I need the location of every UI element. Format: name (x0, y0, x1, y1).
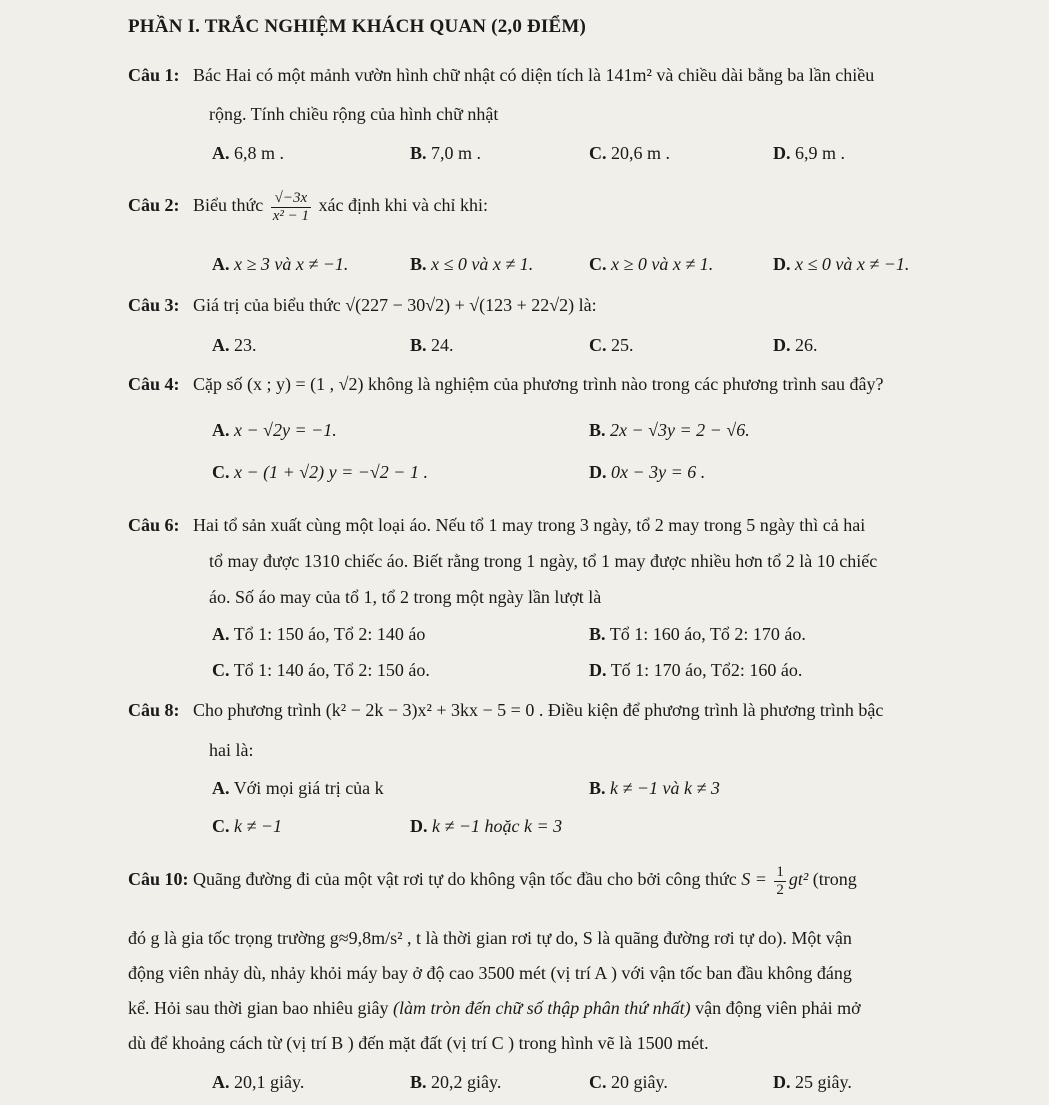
question-2-option-b: B. x ≤ 0 và x ≠ 1. (410, 254, 534, 274)
question-10-fraction (774, 864, 786, 898)
question-1-text-line1: Bác Hai có một mảnh vườn hình chữ nhật có diện tích là 141m² và chiều dài bằng ba lần chiều (193, 65, 875, 85)
question-1-option-b: B. 7,0 m . (410, 143, 482, 163)
question-4-text: Cặp số (x ; y) = (1 , √2) không là nghiệm của phương trình nào trong các phương trình sau đây? (193, 374, 884, 394)
question-10-line1-end: (trong (812, 869, 857, 890)
question-6-text-line2: tổ may được 1310 chiếc áo. Biết rằng trong 1 ngày, tổ 1 may được nhiều hơn tổ 2 là 10 chiếc (209, 551, 878, 571)
question-1 (128, 65, 874, 86)
question-10-formula-lhs: S = (741, 869, 767, 890)
question-10-line4-b: (làm tròn đến chữ số thập phân thứ nhất) (392, 998, 691, 1018)
question-10-text-line5: dù để khoảng cách từ (vị trí B ) đến mặt đất (vị trí C ) trong hình vẽ là 1500 mét. (128, 1033, 709, 1053)
question-4-option-b: B. 2x − √3y = 2 − √6. (589, 420, 750, 440)
question-6-option-b: B. Tổ 1: 160 áo, Tổ 2: 170 áo. (589, 624, 806, 644)
question-6-option-d: D. Tố 1: 170 áo, Tổ2: 160 áo. (589, 660, 803, 680)
question-2-label: Câu 2: (128, 195, 180, 216)
section-header: PHẦN I. TRẮC NGHIỆM KHÁCH QUAN (2,0 ĐIỂM) (128, 16, 587, 37)
question-3-option-b: B. 24. (410, 335, 454, 355)
question-3 (128, 295, 597, 316)
question-2-fraction (271, 190, 311, 224)
question-8-option-b: B. k ≠ −1 và k ≠ 3 (589, 778, 720, 798)
question-4-option-c: C. x − (1 + √2) y = −√2 − 1 . (212, 462, 428, 482)
question-8-text-line2: hai là: (209, 740, 254, 760)
question-8 (128, 700, 883, 721)
question-10-option-b: B. 20,2 giây. (410, 1072, 502, 1092)
question-3-option-d: D. 26. (773, 335, 818, 355)
question-8-option-a: A. Với mọi giá trị của k (212, 778, 384, 798)
question-4-option-d: D. 0x − 3y = 6 . (589, 462, 706, 482)
question-2 (128, 190, 488, 224)
question-6-text-line1: Hai tổ sản xuất cùng một loại áo. Nếu tổ 1 may trong 3 ngày, tổ 2 may trong 5 ngày thì cả hai (193, 515, 866, 535)
question-3-label: Câu 3: (128, 295, 180, 315)
question-10-formula-rhs: gt² (788, 869, 809, 890)
question-10-fraction-denominator: 2 (776, 881, 784, 898)
question-6-option-c: C. Tổ 1: 140 áo, Tổ 2: 150 áo. (212, 660, 430, 680)
question-10-text-line2: đó g là gia tốc trọng trường g≈9,8m/s² , t là thời gian rơi tự do, S là quãng đường rơi tự do). Một vận (128, 928, 852, 948)
question-3-option-a: A. 23. (212, 335, 257, 355)
question-2-fraction-denominator: x² − 1 (272, 207, 310, 224)
question-2-fraction-numerator: √−3x (271, 190, 311, 208)
question-2-option-a: A. x ≥ 3 và x ≠ −1. (212, 254, 349, 274)
question-3-option-c: C. 25. (589, 335, 634, 355)
question-6 (128, 515, 865, 536)
question-10-text-line3: động viên nhảy dù, nhảy khỏi máy bay ở độ cao 3500 mét (vị trí A ) với vận tốc ban đầu không đáng (128, 963, 852, 983)
question-10-line4-a: kể. Hỏi sau thời gian bao nhiêu giây (128, 998, 389, 1018)
question-4-option-a: A. x − √2y = −1. (212, 420, 337, 440)
question-10-label: Câu 10: (128, 869, 189, 890)
question-2-option-d: D. x ≤ 0 và x ≠ −1. (773, 254, 910, 274)
question-10-text-line4 (128, 998, 861, 1019)
question-10-fraction-numerator: 1 (776, 864, 784, 880)
question-6-option-a: A. Tổ 1: 150 áo, Tổ 2: 140 áo (212, 624, 426, 644)
question-10-text-line1: Quãng đường đi của một vật rơi tự do không vận tốc đầu cho bởi công thức (193, 869, 737, 890)
question-3-text: Giá trị của biểu thức √(227 − 30√2) + √(123 + 22√2) là: (193, 295, 597, 315)
question-10 (128, 864, 857, 898)
question-10-option-a: A. 20,1 giây. (212, 1072, 305, 1092)
question-4 (128, 374, 883, 395)
question-2-suffix: xác định khi và chỉ khi: (318, 195, 489, 216)
question-8-label: Câu 8: (128, 700, 180, 720)
question-10-option-d: D. 25 giây. (773, 1072, 852, 1092)
question-10-option-c: C. 20 giây. (589, 1072, 668, 1092)
question-10-line4-c: vận động viên phải mở (695, 998, 861, 1018)
question-2-prefix: Biểu thức (193, 195, 264, 216)
question-1-option-d: D. 6,9 m . (773, 143, 846, 163)
question-1-option-c: C. 20,6 m . (589, 143, 671, 163)
question-8-option-c: C. k ≠ −1 (212, 816, 283, 836)
question-6-text-line3: áo. Số áo may của tổ 1, tổ 2 trong một ngày lần lượt là (209, 587, 602, 607)
question-1-label: Câu 1: (128, 65, 180, 85)
question-8-text-line1: Cho phương trình (k² − 2k − 3)x² + 3kx − 5 = 0 . Điều kiện để phương trình là phương trình bậc (193, 700, 884, 720)
question-6-label: Câu 6: (128, 515, 180, 535)
question-8-option-d: D. k ≠ −1 hoặc k = 3 (410, 816, 563, 836)
question-1-text-line2: rộng. Tính chiều rộng của hình chữ nhật (209, 104, 499, 124)
question-1-option-a: A. 6,8 m . (212, 143, 285, 163)
question-4-label: Câu 4: (128, 374, 180, 394)
question-2-option-c: C. x ≥ 0 và x ≠ 1. (589, 254, 714, 274)
